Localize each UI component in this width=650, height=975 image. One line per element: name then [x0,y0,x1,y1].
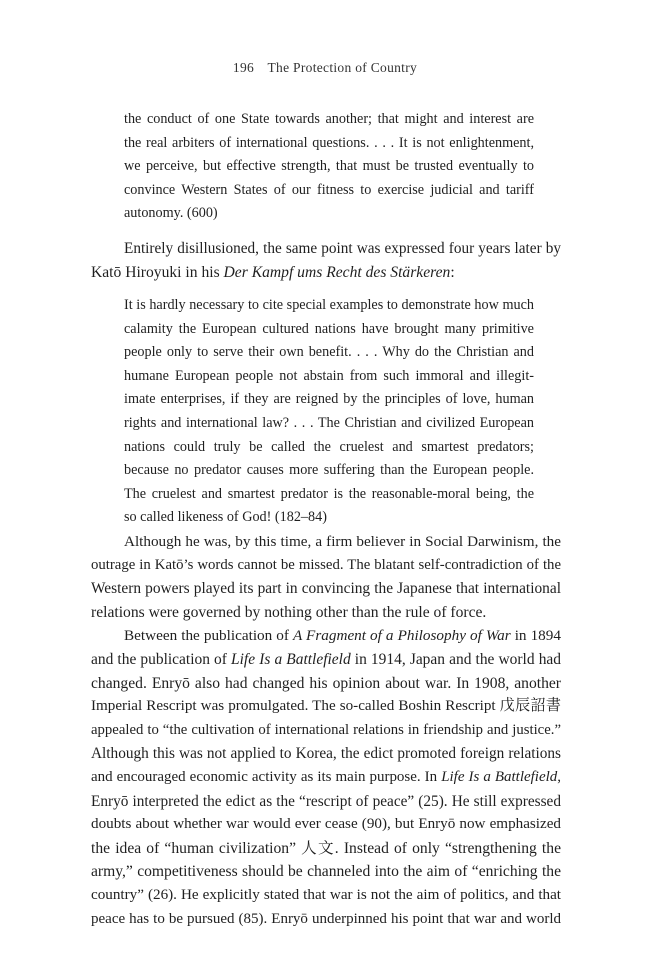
text-line: Entirely disillusioned, the same point was expressed four years later by [124,240,561,257]
text-line: appealed to “the cultivation of international relations in friendship and justice.” [91,721,561,738]
quote-line: The cruelest and smartest predator is the reasonable-moral being, the [124,485,534,502]
quote-line: imate enterprises, if they are reigned by the principles of love, human [124,391,534,408]
text-line [91,766,561,790]
block-quote-2 [124,294,534,530]
text-line: Although he was, by this time, a firm believer in Social Darwinism, the [124,533,561,550]
text-line: relations were governed by nothing other than the rule of force. [91,603,487,621]
book-title: Life Is a Battlefield [231,650,351,668]
text-line: outrage in Katō’s words cannot be missed. The blatant self-contradiction of the [91,556,561,573]
quote-line: the conduct of one State towards another; that might and interest are [124,111,534,127]
quote-line: convince Western States of our fitness to exercise judicial and tariff [124,181,534,198]
quote-line: rights and international law? . . . The Christian and civilized European [124,414,534,431]
text-line: Western powers played its part in convincing the Japanese that international [91,580,561,598]
text-line [91,648,561,672]
page-number: 196 [232,60,255,75]
text-fragment: : [450,263,455,281]
text-line: the idea of “human civilization” 人文. Instead of only “strengthening the [91,839,561,857]
text-line: army,” competitiveness should be channeled into the aim of “enriching the [91,863,561,881]
text-fragment: Katō Hiroyuki in his [91,263,224,281]
text-line: Imperial Rescript was promulgated. The so-called Boshin Rescript 戊辰詔書 [91,698,561,715]
text-fragment: in 1914, Japan and the world had [350,650,562,668]
quote-line: so called likeness of God! (182–84) [124,509,327,526]
paragraph-2-3 [91,530,561,931]
paragraph-1 [91,237,561,284]
text-line: changed. Enryō also had changed his opinion about war. In 1908, another [91,674,561,692]
text-line: doubts about whether war would ever cease (90), but Enryō now emphasized [91,816,561,833]
quote-line: because no predator causes more suffering than the European people. [124,462,534,479]
running-header [0,60,650,76]
quote-line: people only to serve their own benefit. . . . Why do the Christian and [124,344,534,361]
quote-line: nations could truly be called the cruelest and smartest predators; [124,438,534,455]
book-title: Life Is a Battlefield [441,768,558,785]
text-fragment: and the publication of [91,650,232,668]
book-title: Der Kampf ums Recht des Stärkeren [223,263,451,281]
quote-line: calamity the European cultured nations have brought many primitive [124,320,534,337]
quote-line: autonomy. (600) [124,205,218,222]
text-line: Although this was not applied to Korea, the edict promoted foreign relations [91,745,561,763]
text-line [91,261,561,285]
text-line: peace has to be pursued (85). Enryō underpinned his point that war and world [91,910,561,927]
text-line: Enryō interpreted the edict as the “rescript of peace” (25). He still expressed [91,792,561,810]
text-fragment: and encouraged economic activity as its main purpose. In [91,768,442,785]
running-title: The Protection of Country [267,60,418,75]
quote-line: humane European people not abstain from such immoral and illegit- [124,367,534,384]
text-fragment: Between the publication of [124,627,293,645]
quote-line: we perceive, but effective strength, that must be trusted eventually to [124,158,534,175]
block-quote-1 [124,108,534,226]
text-fragment: , [557,768,561,785]
quote-line: the real arbiters of international questions. . . . It is not enlightenment, [124,134,534,151]
text-fragment: in 1894 [510,627,561,645]
text-line: country” (26). He explicitly stated that war is not the aim of politics, and that [91,886,561,903]
book-title: A Fragment of a Philosophy of War [293,627,511,645]
text-line [91,624,561,648]
quote-line: It is hardly necessary to cite special examples to demonstrate how much [124,297,534,313]
